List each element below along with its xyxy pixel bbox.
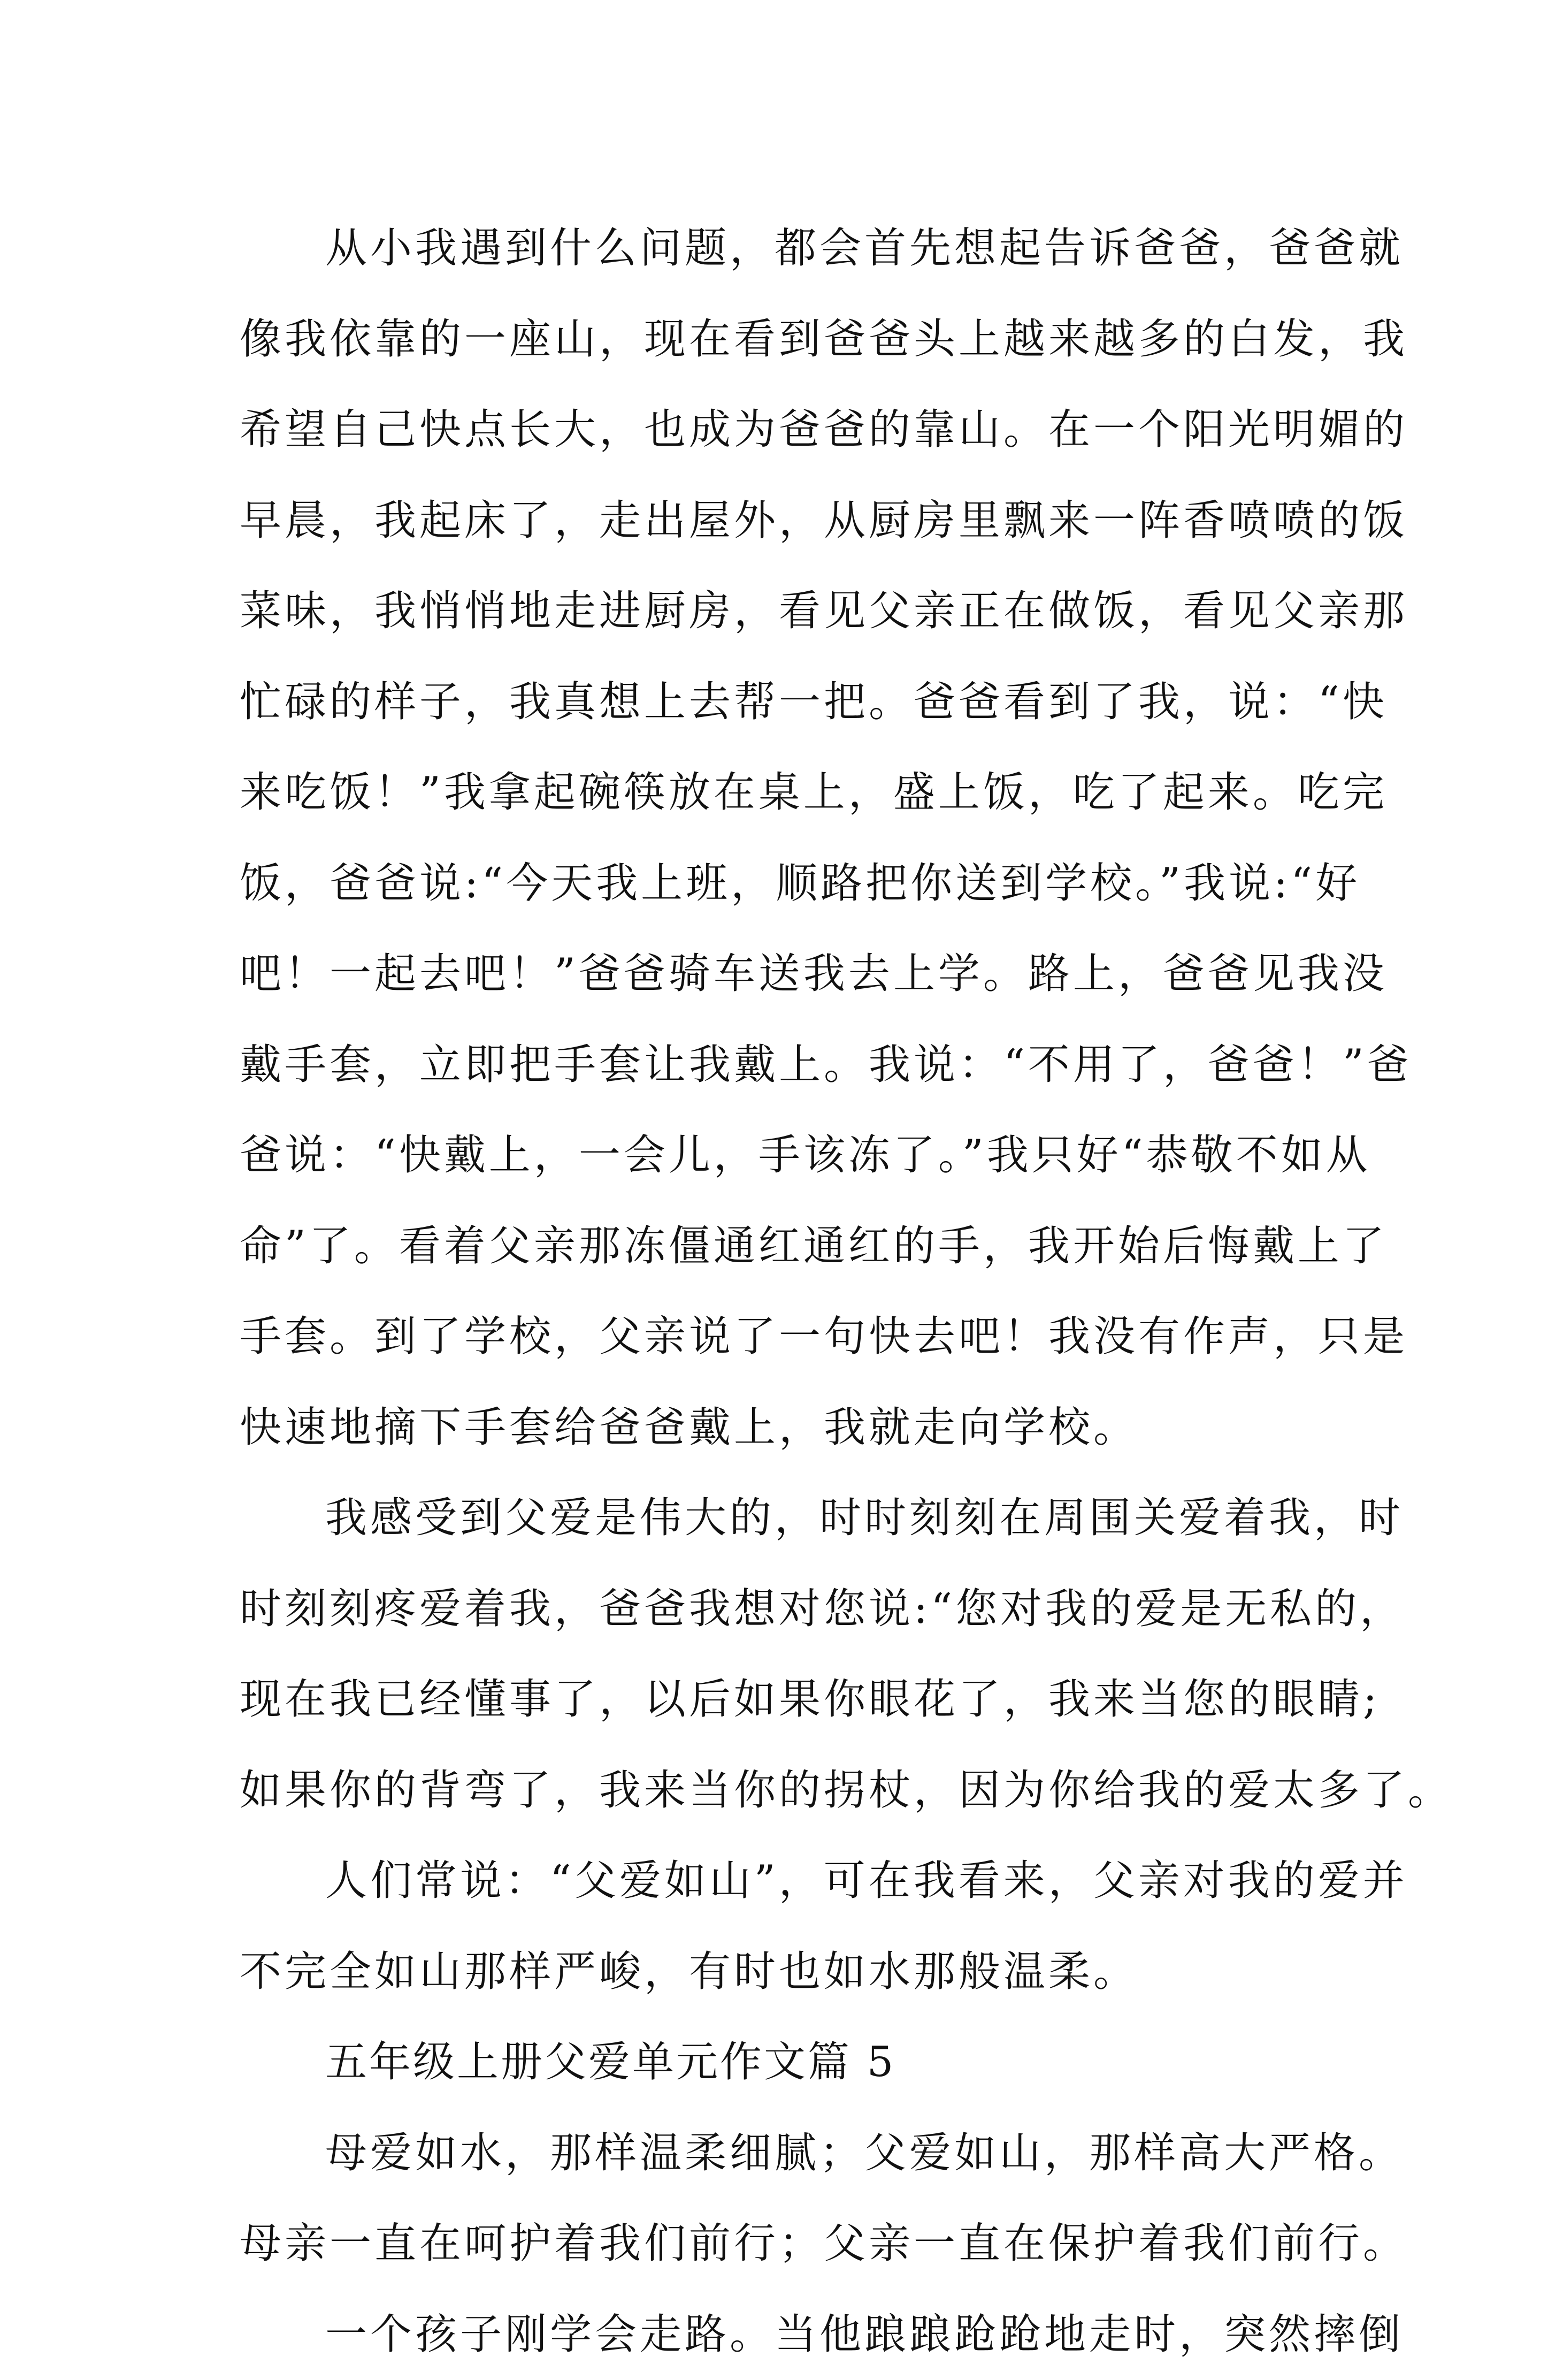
- section-heading: 五年级上册父爱单元作文篇 5: [240, 2017, 1342, 2108]
- text-line: 饭，爸爸说:“今天我上班，顺路把你送到学校。”我说:“好: [240, 838, 1342, 929]
- document-body: [240, 203, 1342, 2380]
- text-line: 手套。到了学校，父亲说了一句快去吧！我没有作声，只是: [240, 1292, 1342, 1383]
- text-line: 如果你的背弯了，我来当你的拐杖，因为你给我的爱太多了。: [240, 1745, 1342, 1836]
- text-line: 现在我已经懂事了，以后如果你眼花了，我来当您的眼睛;: [240, 1654, 1342, 1745]
- text-line: 人们常说：“父爱如山”，可在我看来，父亲对我的爱并: [240, 1836, 1342, 1927]
- text-line: 忙碌的样子，我真想上去帮一把。爸爸看到了我，说：“快: [240, 657, 1342, 748]
- text-line: 来吃饭！”我拿起碗筷放在桌上，盛上饭，吃了起来。吃完: [240, 747, 1342, 838]
- text-line: 一个孩子刚学会走路。当他踉踉跄跄地走时，突然摔倒: [240, 2290, 1342, 2380]
- text-line: 从小我遇到什么问题，都会首先想起告诉爸爸，爸爸就: [240, 203, 1342, 294]
- text-line: 时刻刻疼爱着我，爸爸我想对您说:“您对我的爱是无私的，: [240, 1564, 1342, 1655]
- text-line: 早晨，我起床了，走出屋外，从厨房里飘来一阵香喷喷的饭: [240, 476, 1342, 567]
- text-line: 命”了。看着父亲那冻僵通红通红的手，我开始后悔戴上了: [240, 1201, 1342, 1292]
- text-line: 我感受到父爱是伟大的，时时刻刻在周围关爱着我，时: [240, 1473, 1342, 1564]
- text-line: 快速地摘下手套给爸爸戴上，我就走向学校。: [240, 1383, 1342, 1474]
- text-line: 希望自己快点长大，也成为爸爸的靠山。在一个阳光明媚的: [240, 385, 1342, 476]
- text-line: 不完全如山那样严峻，有时也如水那般温柔。: [240, 1927, 1342, 2018]
- text-line: 爸说：“快戴上，一会儿，手该冻了。”我只好“恭敬不如从: [240, 1110, 1342, 1201]
- text-line: 吧！一起去吧！”爸爸骑车送我去上学。路上，爸爸见我没: [240, 929, 1342, 1020]
- text-line: 像我依靠的一座山，现在看到爸爸头上越来越多的白发，我: [240, 294, 1342, 385]
- text-line: 母亲一直在呵护着我们前行；父亲一直在保护着我们前行。: [240, 2199, 1342, 2290]
- text-line: 母爱如水，那样温柔细腻；父爱如山，那样高大严格。: [240, 2108, 1342, 2199]
- text-line: 菜味，我悄悄地走进厨房，看见父亲正在做饭，看见父亲那: [240, 566, 1342, 657]
- text-line: 戴手套，立即把手套让我戴上。我说：“不用了，爸爸！”爸: [240, 1020, 1342, 1111]
